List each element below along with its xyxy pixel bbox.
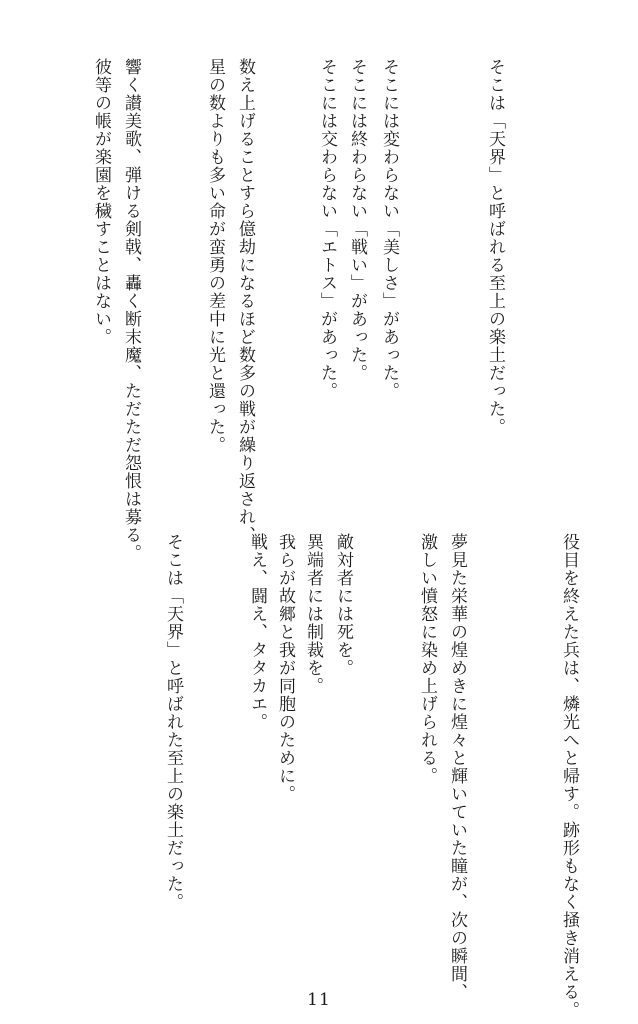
text-line: 我らが故郷と我が同胞のために。 [275,533,295,803]
text-line: そこには変わらない「美しさ」があった。 [379,58,399,400]
text-line: 夢見た栄華の煌めきに煌々と輝いていた瞳が、次の瞬間、 [447,533,467,1001]
page-number: 11 [307,990,331,1010]
text-line: 数え上げることすら億劫になるほど数多の戦が繰り返され、 [235,58,255,544]
text-line: そこには交わらない「エトス」があった。 [317,58,337,400]
text-line: 役目を終えた兵は、燐光へと帰す。跡形もなく掻き消える。 [559,533,579,1019]
text-line: そこには終わらない「戦い」があった。 [347,58,367,382]
text-line: 敵対者には死を。 [333,533,353,677]
text-line: 異端者には制裁を。 [303,533,323,695]
text-line: 戦え、闘え、タタカエ。 [247,533,267,731]
text-line: 響く讃美歌、弾ける剣戟、轟く断末魔、ただただ怨恨は募る。 [121,58,141,562]
text-line: そこは「天界」と呼ばれる至上の楽土だった。 [485,58,505,436]
text-line: 彼等の帳が楽園を穢すことはない。 [91,58,111,346]
text-line: 星の数よりも多い命が蛮勇の差中に光と還った。 [205,58,225,454]
text-line: そこは「天界」と呼ばれた至上の楽土だった。 [163,533,183,911]
text-line: 激しい憤怒に染め上げられる。 [417,533,437,785]
